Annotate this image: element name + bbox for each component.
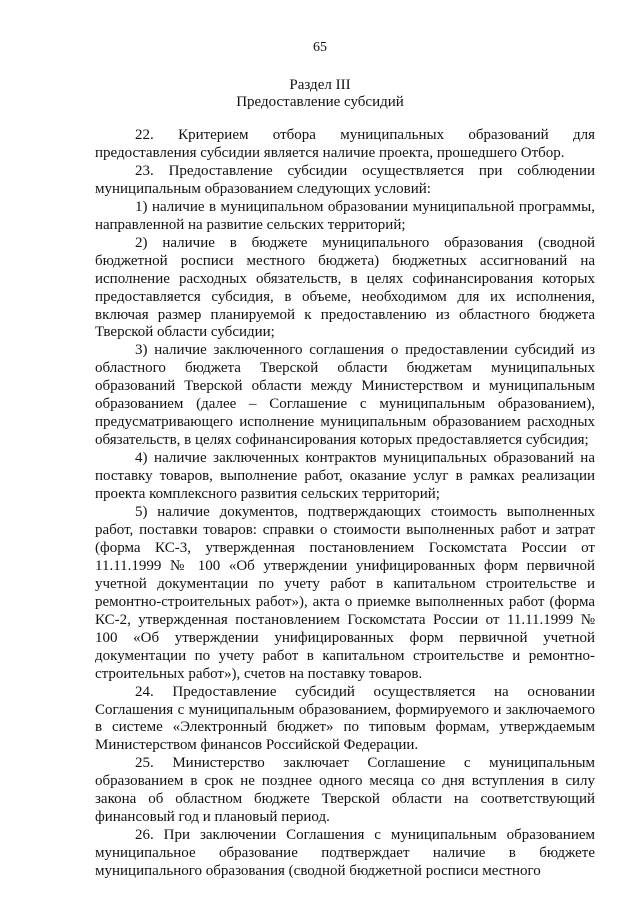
page-number: 65 [313,40,327,55]
paragraph-23: 23. Предоставление субсидии осуществляется при соблюдении муниципальным образованием следующих условий: [95,162,595,197]
paragraph-26: 26. При заключении Соглашения с муниципальным образованием муниципальное образование подтверждает наличие в бюджете муниципального образования (сводной бюджетной росписи местного [95,827,595,880]
section-title: Раздел III [289,77,351,93]
condition-1: 1) наличие в муниципальном образовании муниципальной программы, направленной на развитие сельских территорий; [95,198,595,233]
paragraph-25: 25. Министерство заключает Соглашение с муниципальным образованием в срок не позднее одного месяца со дня вступления в силу закона об областном бюджете Тверской области на соответствующий финансовый год и плановый период. [95,755,595,826]
condition-2: 2) наличие в бюджете муниципального образования (сводной бюджетной росписи местного бюджета) бюджетных ассигнований на исполнение расходных обязательств, в целях софинансирования которых предоставляется субсидия, в объеме, необходимом для их исполнения, включая размер планируемой к предоставлению из областного бюджета Тверской области субсидии; [95,234,595,341]
paragraph-22: 22. Критерием отбора муниципальных образований для предоставления субсидии является наличие проекта, прошедшего Отбор. [95,127,595,161]
condition-5: 5) наличие документов, подтверждающих стоимость выполненных работ, поставки товаров: справки о стоимости выполненных работ и затрат (форма КС-3, утвержденная постановлением Госкомстата России от 11.11.1999 № 100 «Об утверждении унифицированных форм первичной учетной документации по учету работ в капитальном строительстве и ремонтно-строительных работ»), акта о приемке выполненных работ (форма КС-2, утвержденная постановлением Госкомстата России от 11.11.1999 № 100 «Об утверждении унифицированных форм первичной учетной документации по учету работ в капитальном строительстве и ремонтно-строительных работ»), счетов на поставку товаров. [95,504,595,682]
section-subtitle: Предоставление субсидий [236,94,404,110]
condition-3: 3) наличие заключенного соглашения о предоставлении субсидий из областного бюджета Тверской области бюджетам муниципальных образований Тверской области между Министерством и муниципальным образованием (далее – Соглашение с муниципальным образованием), предусматривающего исполнение муниципальным образованием расходных обязательств, в целях софинансирования которых предоставляется субсидия; [95,342,595,449]
condition-4: 4) наличие заключенных контрактов муниципальных образований на поставку товаров, выполнение работ, оказание услуг в рамках реализации проекта комплексного развития сельских территорий; [95,450,595,503]
paragraph-24: 24. Предоставление субсидий осуществляется на основании Соглашения с муниципальным образованием, формируемого и заключаемого в системе «Электронный бюджет» по типовым формам, утверждаемым Министерством финансов Российской Федерации. [95,683,595,754]
document-body [95,127,595,881]
